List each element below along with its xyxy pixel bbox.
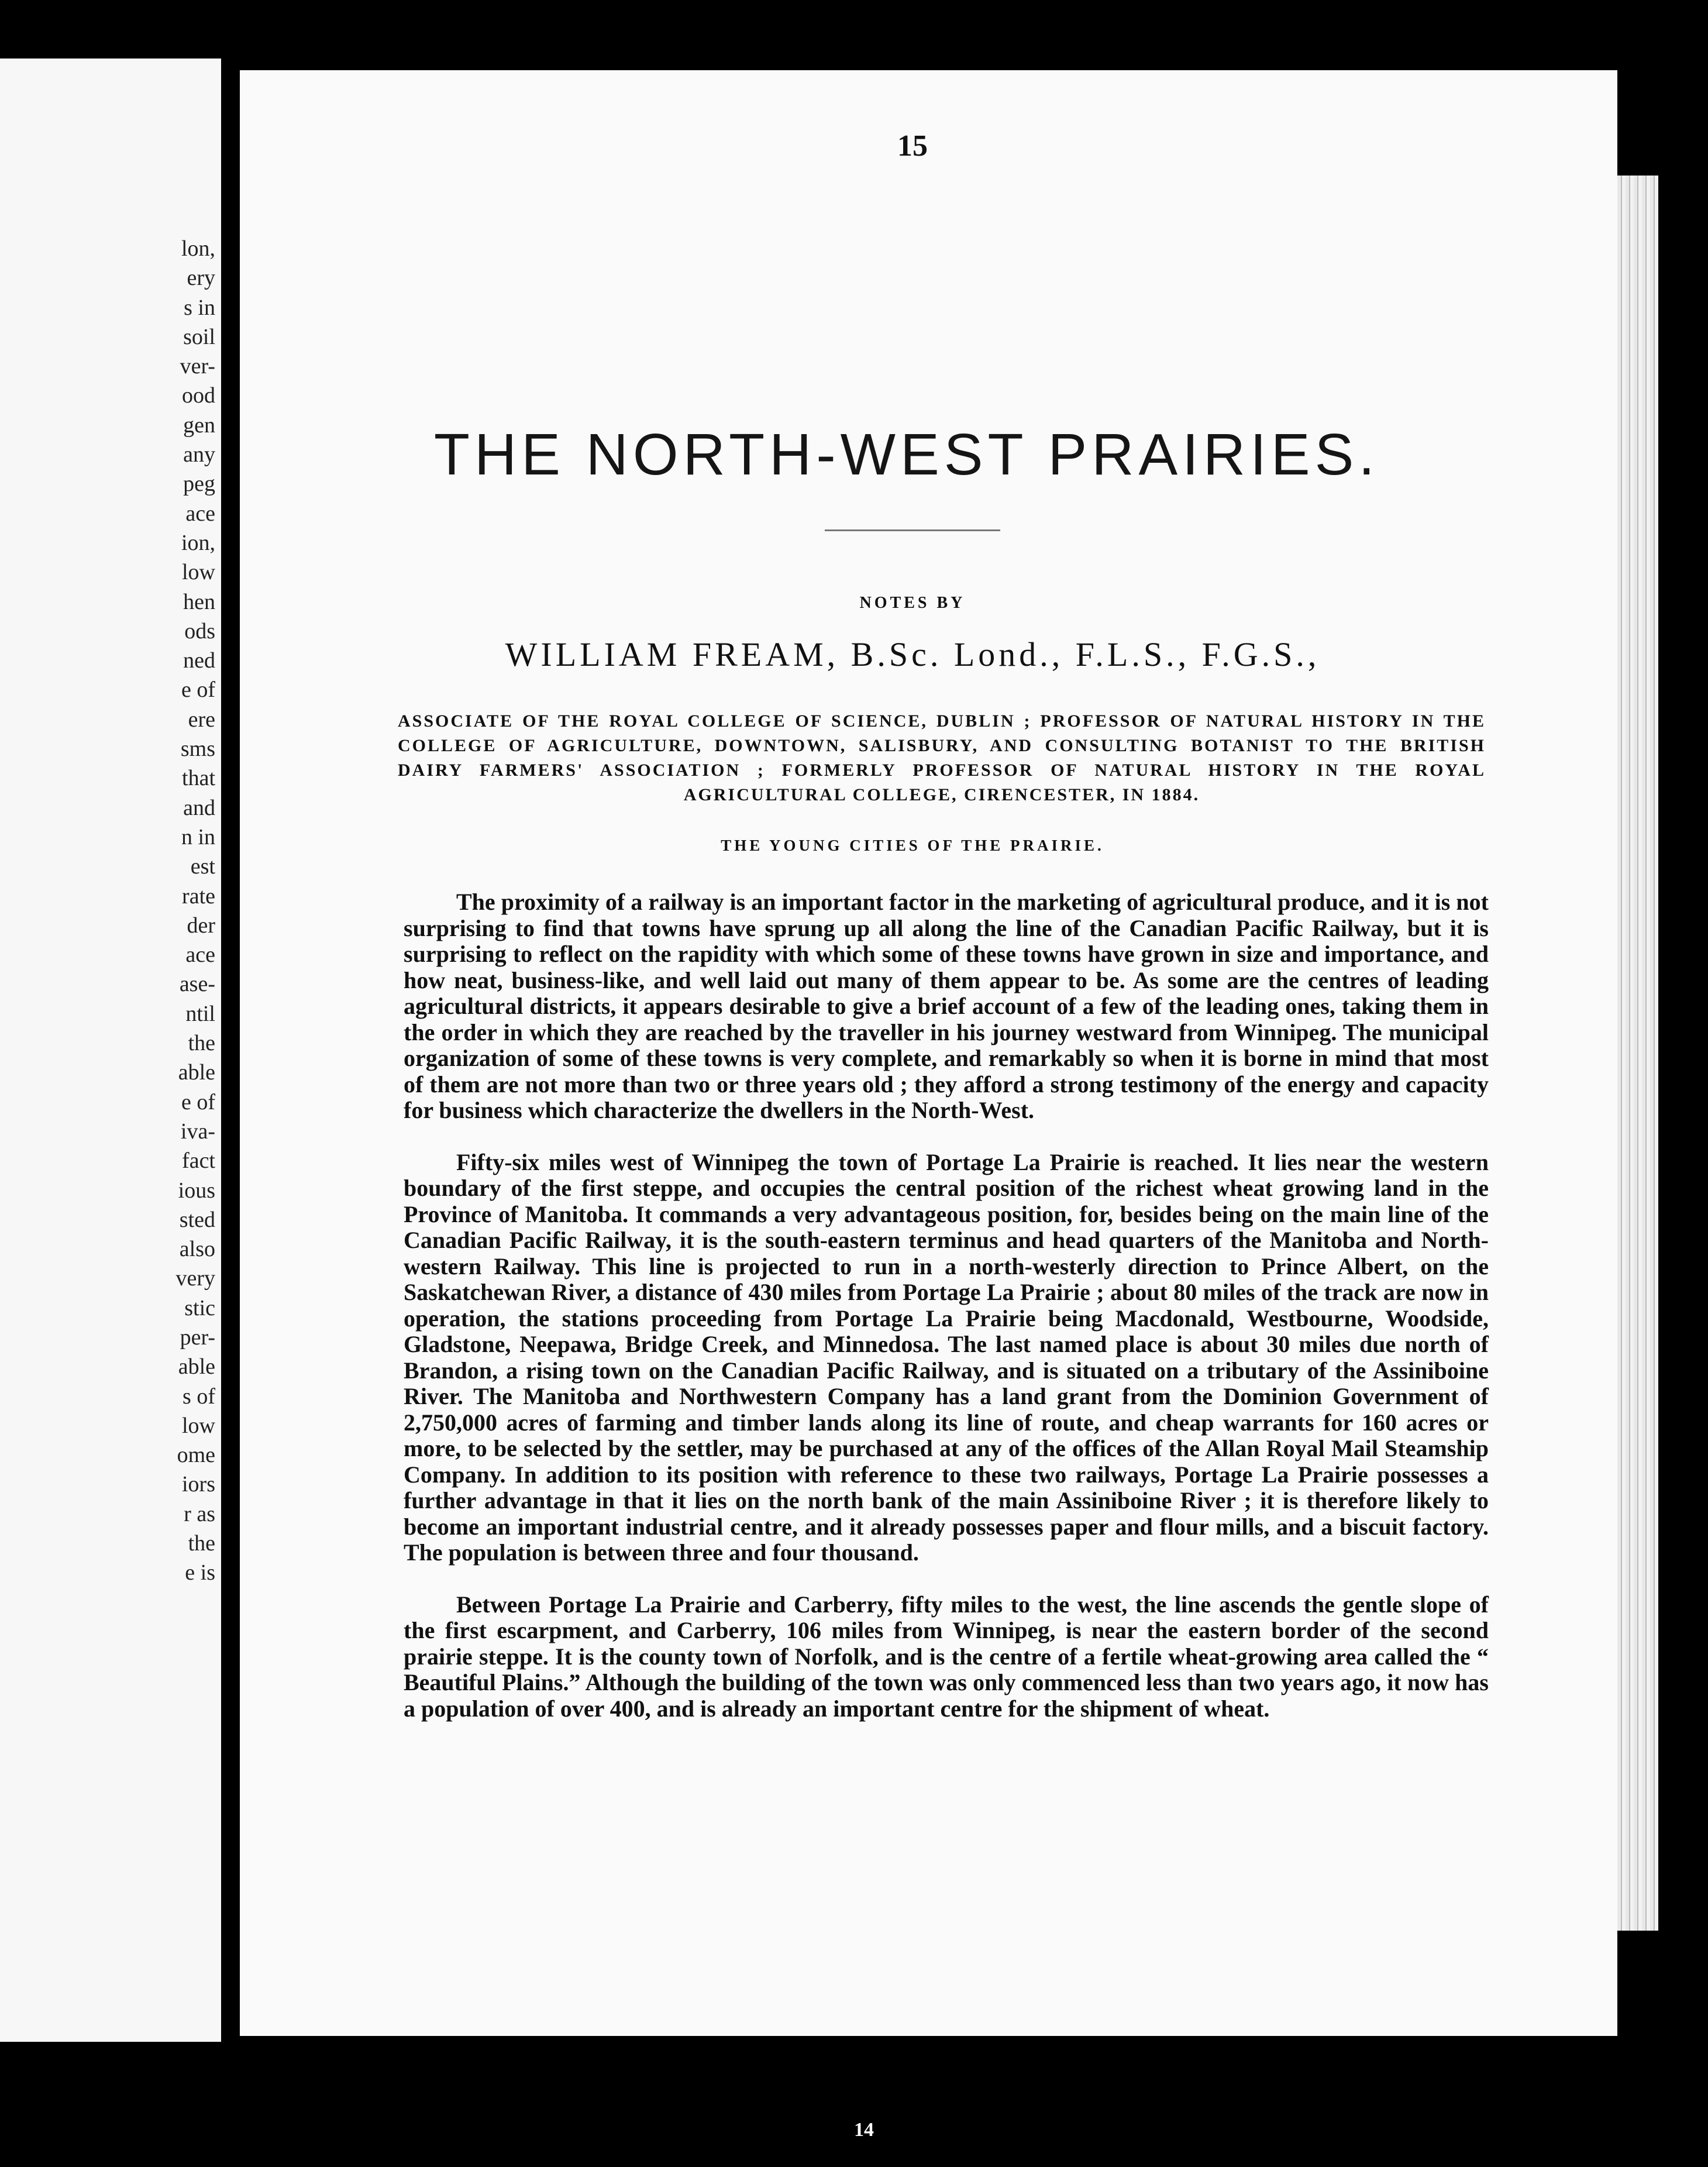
previous-page-line: s in — [184, 295, 215, 320]
previous-page-line: n in — [181, 824, 215, 849]
previous-page-line: ion, — [181, 530, 215, 555]
binding-mark — [223, 527, 241, 537]
previous-page-line: per- — [180, 1325, 215, 1350]
previous-page-line: very — [175, 1266, 215, 1291]
previous-page-line: able — [178, 1060, 215, 1085]
previous-page-line: ods — [184, 618, 215, 644]
previous-page-line: that — [182, 766, 215, 791]
previous-page-line: able — [178, 1354, 215, 1380]
previous-page-line: any — [183, 442, 215, 467]
previous-page-text-column — [98, 234, 215, 1588]
previous-page-line: ome — [177, 1443, 215, 1468]
previous-page-line: s of — [182, 1384, 215, 1409]
previous-page-line: ase- — [179, 972, 215, 997]
previous-page-line: ace — [185, 943, 215, 968]
author-affiliation: ASSOCIATE OF THE ROYAL COLLEGE OF SCIENCE, DUBLIN ; PROFESSOR OF NATURAL HISTORY IN THE COLLEGE OF AGRICULTURE, DOWNTOWN, SALISBURY, AND CONSULTING BOTANIST TO THE BRITISH DAIRY FARMERS' ASSOCIATION ; FORMERLY PROFESSOR OF NATURAL HISTORY IN THE ROYAL AGRICULTURAL COLLEGE, CIRENCESTER, IN 1884. — [398, 711, 1486, 804]
previous-page-line: the — [188, 1031, 215, 1056]
previous-page-line: e of — [181, 677, 215, 703]
previous-page-line: low — [182, 1413, 215, 1438]
binding-mark — [223, 1901, 241, 1912]
page-stack-edge — [1617, 176, 1658, 1931]
previous-page-line: est — [190, 854, 215, 879]
title-divider — [825, 529, 1000, 531]
previous-page-line: peg — [183, 472, 215, 497]
previous-page-line: ery — [187, 266, 215, 291]
previous-page-line: e is — [185, 1560, 215, 1585]
previous-page-line: sted — [179, 1207, 215, 1232]
previous-page-line: der — [187, 913, 215, 938]
notes-by-label: NOTES BY — [859, 594, 966, 612]
previous-page-line: soil — [183, 324, 215, 349]
previous-page-line: stic — [184, 1295, 215, 1320]
previous-page-line: ere — [188, 707, 215, 732]
scan-footer-mark: 14 — [854, 2119, 874, 2141]
previous-page-line: the — [188, 1531, 215, 1556]
previous-page-line: ver- — [180, 354, 215, 379]
section-heading: THE YOUNG CITIES OF THE PRAIRIE. — [721, 837, 1104, 854]
previous-page-line: lon, — [181, 236, 215, 261]
previous-page-line: ned — [183, 648, 215, 673]
previous-page-fragment — [0, 59, 221, 2042]
previous-page-line: sms — [180, 737, 215, 762]
previous-page-line: iors — [182, 1472, 215, 1497]
previous-page-line: gen — [183, 412, 215, 438]
article-body — [404, 889, 1489, 1748]
previous-page-line: r as — [184, 1501, 215, 1526]
paragraph: Fifty-six miles west of Winnipeg the town of Portage La Prairie is reached. It lies near the western boundary of the first steppe, and occupies the central position of the richest wheat growing land in the Province of Manitoba. It commands a very advantageous position, for, besides being on the main line of the Canadian Pacific Railway, it is the south-eastern terminus and head quarters of the Manitoba and North-western Railway. This line is projected to run in a north-westerly direction to Prince Albert, on the Saskatchewan River, a distance of 430 miles from Portage La Prairie ; about 80 miles of the track are now in operation, the stations proceeding from Portage La Prairie being Macdonald, Westbourne, Woodside, Gladstone, Neepawa, Bridge Creek, and Minnedosa. The last named place is about 30 miles due north of Brandon, a rising town on the Canadian Pacific Railway, and is situated on a tributary of the Assiniboine River. The Manitoba and Northwestern Company has a land grant from the Dominion Government of 2,750,000 acres of farming and timber lands along its line of route, and cheap warrants for 160 acres or more, to be selected by the settler, may be purchased at any of the offices of the Allan Royal Mail Steamship Company. In addition to its position with reference to these two railways, Portage La Prairie possesses a further advantage in that it lies on the north bank of the main Assiniboine River ; it is therefore likely to become an important industrial centre, and it already possesses paper and flour mills, and a biscuit factory. The population is between three and four thousand. — [404, 1148, 1489, 1566]
author-name: WILLIAM FREAM, B.Sc. Lond., F.L.S., F.G.S., — [505, 635, 1320, 673]
previous-page-line: ntil — [185, 1001, 215, 1026]
paragraph: The proximity of a railway is an important factor in the marketing of agricultural produce, and it is not surprising to find that towns have sprung up all along the line of the Canadian Pacific Railway, but it is surprising to reflect on the rapidity with which some of these towns have grown in size and importance, and how neat, business-like, and well laid out many of them appear to be. As some are the centres of leading agricultural districts, it appears desirable to give a brief account of a few of the leading ones, taking them in the order in which they are reached by the traveller in his journey westward from Winnipeg. The municipal organization of some of these towns is very complete, and remarkably so when it is borne in mind that most of them are not more than two or three years old ; they afford a strong testimony of the energy and capacity for business which characterize the dwellers in the North-West. — [404, 889, 1489, 1123]
previous-page-line: and — [183, 795, 215, 820]
previous-page-line: hen — [183, 589, 215, 614]
binding-mark — [223, 1568, 241, 1578]
binding-mark — [223, 1047, 241, 1058]
page-number: 15 — [897, 129, 928, 163]
previous-page-line: fact — [182, 1148, 215, 1174]
previous-page-line: ace — [185, 501, 215, 526]
previous-page-line: rate — [182, 883, 215, 909]
page-title: THE NORTH-WEST PRAIRIES. — [433, 422, 1380, 487]
paragraph: Between Portage La Prairie and Carberry, fifty miles to the west, the line ascends the gentle slope of the first escarpment, and Carberry, 106 miles from Winnipeg, is near the eastern border of the second prairie steppe. It is the county town of Norfolk, and is the centre of a fertile wheat-growing area called the “ Beautiful Plains.” Although the building of the town was only commenced less than two years ago, it now has a population of over 400, and is already an important centre for the shipment of wheat. — [404, 1591, 1489, 1722]
previous-page-line: low — [182, 560, 215, 585]
previous-page-line: ious — [178, 1178, 215, 1203]
previous-page-line: ood — [182, 383, 215, 408]
previous-page-line: e of — [181, 1089, 215, 1115]
previous-page-line: iva- — [180, 1119, 215, 1144]
previous-page-line: also — [179, 1237, 215, 1262]
